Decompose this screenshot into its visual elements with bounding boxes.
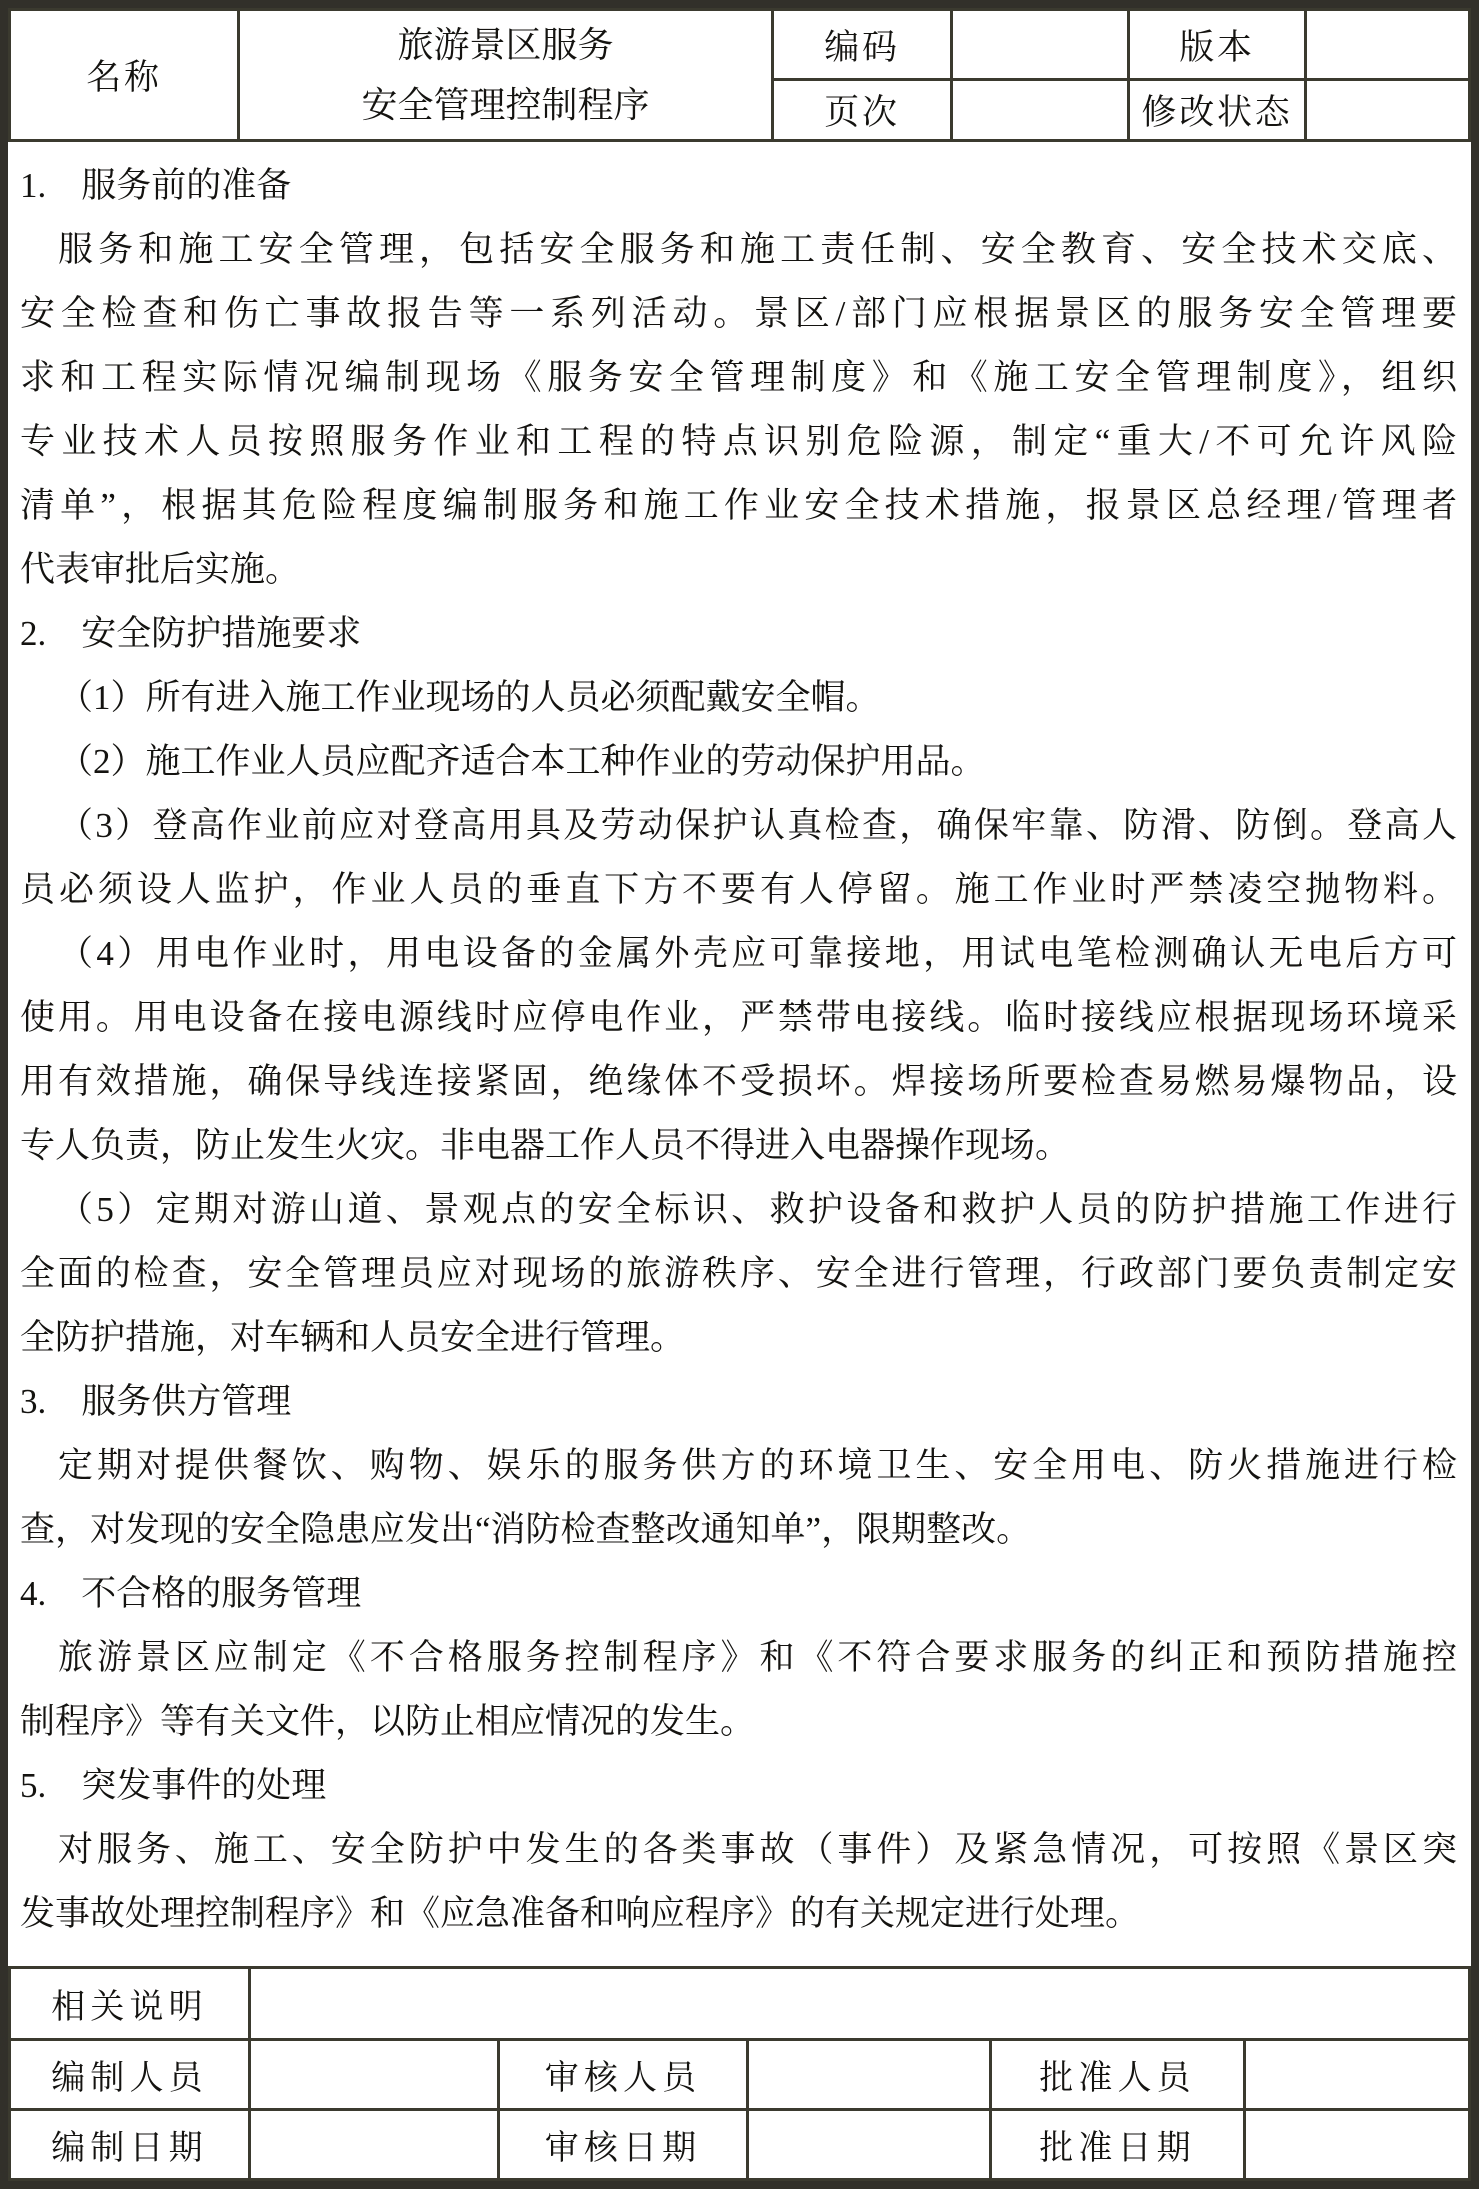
section-heading: 1. 服务前的准备 (20, 166, 292, 205)
reviewed-by-label: 审核人员 (499, 2040, 748, 2110)
body-line: 旅游景区应制定《不合格服务控制程序》和《不符合要求服务的纠正和预防措施控 (58, 1638, 1457, 1677)
page-label: 页次 (773, 80, 952, 141)
section-heading: 5. 突发事件的处理 (20, 1766, 327, 1805)
title-line-1: 旅游景区服务 (397, 25, 614, 65)
body-line: （5）定期对游山道、景观点的安全标识、救护设备和救护人员的防护措施工作进行 (58, 1190, 1457, 1229)
body-line: （1）所有进入施工作业现场的人员必须配戴安全帽。 (58, 678, 881, 717)
header-table (8, 8, 1471, 142)
section-heading: 2. 安全防护措施要求 (20, 614, 362, 653)
approved-by-value (1245, 2040, 1470, 2110)
procedure-text (8, 142, 1471, 1966)
body-line: 专人负责，防止发生火灾。非电器工作人员不得进入电器操作现场。 (20, 1126, 1071, 1165)
code-value (952, 10, 1129, 80)
title-line-2: 安全管理控制程序 (361, 85, 650, 125)
body-line: 安全检查和伤亡事故报告等一系列活动。景区/部门应根据景区的服务安全管理要 (20, 294, 1457, 333)
body-line: （4）用电作业时，用电设备的金属外壳应可靠接地，用试电笔检测确认无电后方可 (58, 934, 1457, 973)
body-line: 使用。用电设备在接电源线时应停电作业，严禁带电接线。临时接线应根据现场环境采 (20, 998, 1457, 1037)
body-line: 查，对发现的安全隐患应发出“消防检查整改通知单”，限期整改。 (20, 1510, 1032, 1549)
body-line: 代表审批后实施。 (20, 550, 301, 589)
related-notes-value (250, 1968, 1470, 2040)
body-line: 制程序》等有关文件，以防止相应情况的发生。 (20, 1702, 756, 1741)
body-line: 对服务、施工、安全防护中发生的各类事故（事件）及紧急情况，可按照《景区突 (58, 1830, 1457, 1869)
related-notes-label: 相关说明 (10, 1968, 250, 2040)
reviewed-date-label: 审核日期 (499, 2110, 748, 2180)
body-line: 求和工程实际情况编制现场《服务安全管理制度》和《施工安全管理制度》，组织 (20, 358, 1457, 397)
reviewed-date-value (748, 2110, 991, 2180)
prepared-date-value (250, 2110, 499, 2180)
prepared-date-label: 编制日期 (10, 2110, 250, 2180)
body-line: 服务和施工安全管理，包括安全服务和施工责任制、安全教育、安全技术交底、 (58, 230, 1457, 269)
version-label: 版本 (1129, 10, 1306, 80)
body-line: 全面的检查，安全管理员应对现场的旅游秩序、安全进行管理，行政部门要负责制定安 (20, 1254, 1457, 1293)
prepared-by-label: 编制人员 (10, 2040, 250, 2110)
section-heading: 3. 服务供方管理 (20, 1382, 292, 1421)
approved-by-label: 批准人员 (991, 2040, 1245, 2110)
reviewed-by-value (748, 2040, 991, 2110)
revision-status-value (1306, 80, 1470, 141)
body-line: 用有效措施，确保导线连接紧固，绝缘体不受损坏。焊接场所要检查易燃易爆物品，设 (20, 1062, 1457, 1101)
body-line: （2）施工作业人员应配齐适合本工种作业的劳动保护用品。 (58, 742, 986, 781)
approved-date-label: 批准日期 (991, 2110, 1245, 2180)
name-label: 名称 (10, 10, 239, 141)
prepared-by-value (250, 2040, 499, 2110)
section-heading: 4. 不合格的服务管理 (20, 1574, 362, 1613)
document-title (239, 10, 773, 141)
page-value (952, 80, 1129, 141)
footer-table (8, 1966, 1471, 2181)
body-line: （3）登高作业前应对登高用具及劳动保护认真检查，确保牢靠、防滑、防倒。登高人 (58, 806, 1457, 845)
body-line: 员必须设人监护，作业人员的垂直下方不要有人停留。施工作业时严禁凌空抛物料。 (20, 870, 1457, 909)
body-line: 全防护措施，对车辆和人员安全进行管理。 (20, 1318, 686, 1357)
revision-status-label: 修改状态 (1129, 80, 1306, 141)
body-line: 定期对提供餐饮、购物、娱乐的服务供方的环境卫生、安全用电、防火措施进行检 (58, 1446, 1457, 1485)
body-line: 清单”，根据其危险程度编制服务和施工作业安全技术措施，报景区总经理/管理者 (20, 486, 1457, 525)
body-line: 专业技术人员按照服务作业和工程的特点识别危险源，制定“重大/不可允许风险 (20, 422, 1457, 461)
body-line: 发事故处理控制程序》和《应急准备和响应程序》的有关规定进行处理。 (20, 1894, 1141, 1933)
version-value (1306, 10, 1470, 80)
code-label: 编码 (773, 10, 952, 80)
approved-date-value (1245, 2110, 1470, 2180)
